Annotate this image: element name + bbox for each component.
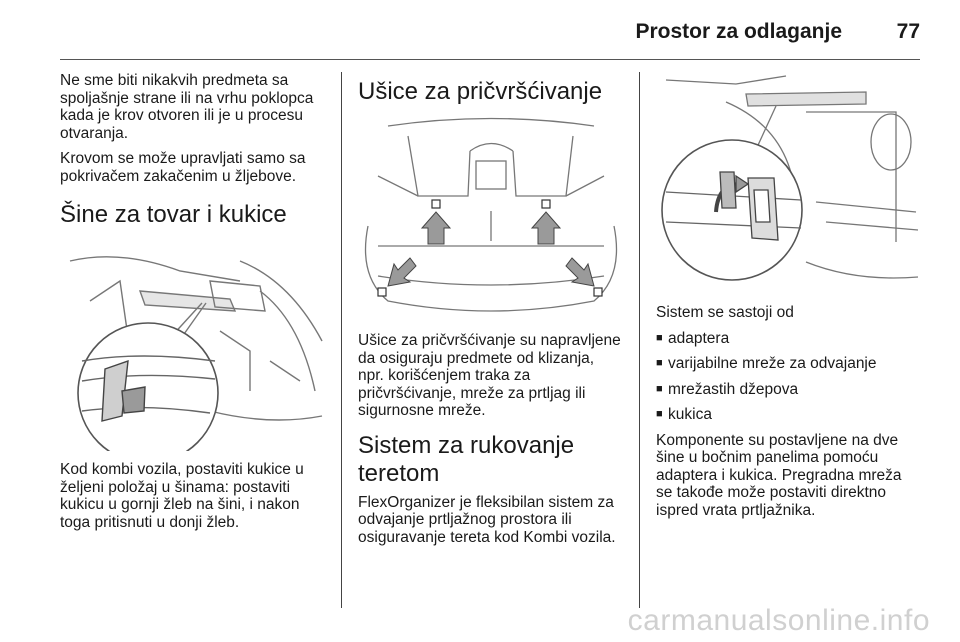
heading-rails-hooks: Šine za tovar i kukice	[60, 201, 287, 228]
system-intro: Sistem se sastoji od	[656, 304, 794, 321]
paragraph-roof-objects: Ne sme biti nikakvih predmeta sa spoljašnje strane ili na vrhu poklopca kada je krov otvoren ili je u procesu otvaranja.	[60, 72, 314, 142]
column-3	[656, 72, 922, 527]
column-divider-1	[341, 72, 342, 608]
column-divider-2	[639, 72, 640, 608]
paragraph-flexorganizer: FlexOrganizer je fleksibilan sistem za odvajanje prtljažnog prostora ili osiguravanje tereta kod Kombi vozila.	[358, 493, 616, 546]
heading-load-management: Sistem za rukovanje teretom	[358, 431, 575, 487]
list-item: ■ kukica	[656, 406, 922, 424]
paragraph-tie-down-eyes: Ušice za pričvršćivanje su napravljene da osiguraju predmete od klizanja, npr. korišćenjem traka za pričvršćivanje, mreže za prtljag ili sigurnosne mreže.	[358, 332, 621, 419]
list-item: ■ adaptera	[656, 330, 922, 348]
paragraph-roof-cover: Krovom se može upravljati samo sa pokrivačem zakačenim u žljebove.	[60, 150, 306, 185]
page-number: 77	[896, 20, 920, 43]
paragraph-hook-instructions: Kod kombi vozila, postaviti kukice u željeni položaj u šinama: postaviti kukicu u gornji žleb na šini, i nakon toga pritisnuti u donji žleb.	[60, 461, 304, 531]
paragraph-components: Komponente su postavljene na dve šine u bočnim panelima pomoću adaptera i kukica. Pregradna mreža se takođe može postaviti direktno ispred vrata prtljažnika.	[656, 431, 902, 519]
figure-load-rails	[60, 241, 328, 451]
figure-tie-down-eyes	[358, 116, 624, 316]
components-list	[656, 330, 922, 424]
heading-tie-down-eyes: Ušice za pričvršćivanje	[358, 78, 603, 105]
header-title: Prostor za odlaganje	[635, 20, 842, 43]
page-header	[0, 0, 960, 62]
column-1	[60, 72, 328, 539]
header-rule	[60, 59, 920, 60]
list-item: ■ varijabilne mreže za odvajanje	[656, 355, 922, 373]
list-item: ■ mrežastih džepova	[656, 381, 922, 399]
watermark: carmanualsonline.info	[627, 604, 930, 637]
column-2	[358, 72, 624, 554]
figure-flexorganizer	[656, 72, 922, 290]
